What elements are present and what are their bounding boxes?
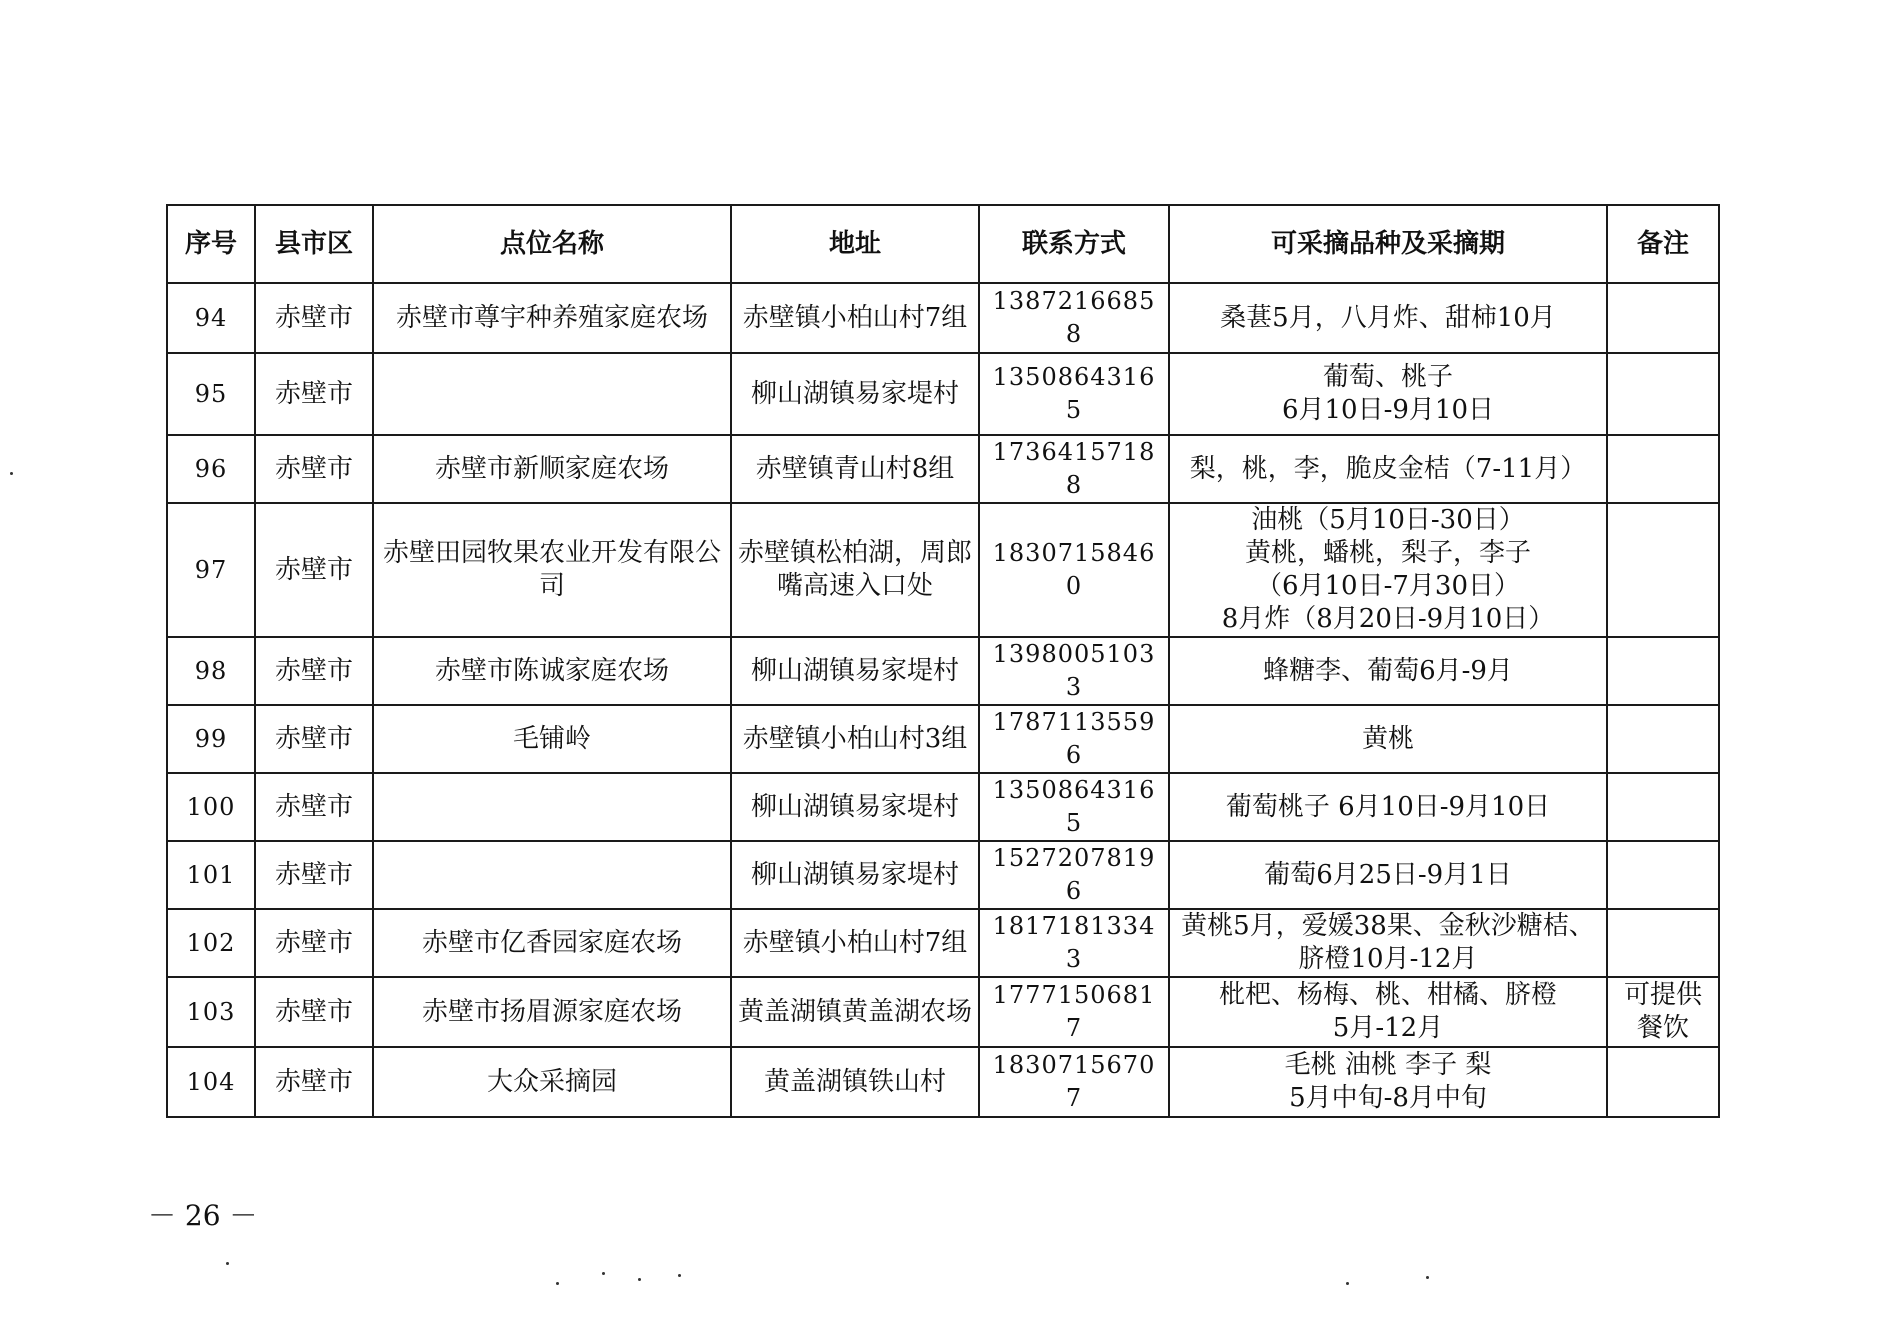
table-row xyxy=(167,353,1719,435)
cell-produce: 黄桃 xyxy=(1169,705,1607,773)
scan-speck xyxy=(556,1282,559,1285)
cell-no: 95 xyxy=(167,353,255,435)
cell-address: 柳山湖镇易家堤村 xyxy=(731,353,979,435)
table-row xyxy=(167,841,1719,909)
page-number: － 26 － xyxy=(148,1199,258,1232)
cell-phone: 15272078196 xyxy=(979,841,1169,909)
cell-note xyxy=(1607,1047,1719,1117)
scan-speck xyxy=(602,1272,605,1275)
cell-note xyxy=(1607,283,1719,353)
table-row xyxy=(167,977,1719,1047)
cell-name: 毛铺岭 xyxy=(373,705,731,773)
header-no: 序号 xyxy=(167,205,255,283)
cell-phone: 17771506817 xyxy=(979,977,1169,1047)
scan-speck xyxy=(638,1278,641,1281)
cell-produce: 蜂糖李、葡萄6月-9月 xyxy=(1169,637,1607,705)
cell-phone: 18307156707 xyxy=(979,1047,1169,1117)
cell-address: 赤壁镇小柏山村7组 xyxy=(731,909,979,977)
cell-address: 柳山湖镇易家堤村 xyxy=(731,637,979,705)
cell-name: 赤壁市尊宇种养殖家庭农场 xyxy=(373,283,731,353)
cell-name: 赤壁市亿香园家庭农场 xyxy=(373,909,731,977)
cell-no: 100 xyxy=(167,773,255,841)
cell-address: 黄盖湖镇铁山村 xyxy=(731,1047,979,1117)
cell-phone: 17364157188 xyxy=(979,435,1169,503)
cell-phone: 13508643165 xyxy=(979,353,1169,435)
cell-no: 96 xyxy=(167,435,255,503)
cell-county: 赤壁市 xyxy=(255,435,373,503)
cell-produce: 葡萄6月25日-9月1日 xyxy=(1169,841,1607,909)
cell-county: 赤壁市 xyxy=(255,977,373,1047)
scan-speck xyxy=(1346,1282,1349,1285)
scan-speck xyxy=(1426,1276,1429,1279)
cell-note xyxy=(1607,909,1719,977)
cell-phone: 18171813343 xyxy=(979,909,1169,977)
cell-note xyxy=(1607,637,1719,705)
table-row xyxy=(167,1047,1719,1117)
cell-produce: 毛桃 油桃 李子 梨 5月中旬-8月中旬 xyxy=(1169,1047,1607,1117)
cell-note: 可提供餐饮 xyxy=(1607,977,1719,1047)
scan-speck xyxy=(226,1262,229,1265)
cell-no: 94 xyxy=(167,283,255,353)
cell-no: 101 xyxy=(167,841,255,909)
scan-speck xyxy=(10,472,13,475)
cell-address: 赤壁镇小柏山村7组 xyxy=(731,283,979,353)
cell-note xyxy=(1607,353,1719,435)
cell-county: 赤壁市 xyxy=(255,705,373,773)
cell-county: 赤壁市 xyxy=(255,841,373,909)
cell-phone: 13508643165 xyxy=(979,773,1169,841)
cell-phone: 18307158460 xyxy=(979,503,1169,637)
header-name: 点位名称 xyxy=(373,205,731,283)
cell-note xyxy=(1607,435,1719,503)
cell-name: 赤壁市新顺家庭农场 xyxy=(373,435,731,503)
table-row xyxy=(167,503,1719,637)
cell-produce: 葡萄、桃子 6月10日-9月10日 xyxy=(1169,353,1607,435)
cell-no: 99 xyxy=(167,705,255,773)
table-header-row xyxy=(167,205,1719,283)
cell-no: 104 xyxy=(167,1047,255,1117)
header-phone: 联系方式 xyxy=(979,205,1169,283)
cell-produce: 油桃（5月10日-30日） 黄桃，蟠桃，梨子，李子 （6月10日-7月30日） 8月炸（8月20日-9月10日） xyxy=(1169,503,1607,637)
table-row xyxy=(167,435,1719,503)
cell-phone: 17871135596 xyxy=(979,705,1169,773)
cell-address: 赤壁镇松柏湖，周郎嘴高速入口处 xyxy=(731,503,979,637)
header-produce: 可采摘品种及采摘期 xyxy=(1169,205,1607,283)
cell-produce: 桑葚5月，八月炸、甜柿10月 xyxy=(1169,283,1607,353)
cell-name: 大众采摘园 xyxy=(373,1047,731,1117)
cell-produce: 黄桃5月，爱媛38果、金秋沙糖桔、脐橙10月-12月 xyxy=(1169,909,1607,977)
cell-no: 103 xyxy=(167,977,255,1047)
cell-address: 柳山湖镇易家堤村 xyxy=(731,841,979,909)
cell-county: 赤壁市 xyxy=(255,637,373,705)
cell-phone: 13872166858 xyxy=(979,283,1169,353)
cell-address: 赤壁镇小柏山村3组 xyxy=(731,705,979,773)
cell-name: 赤壁市陈诚家庭农场 xyxy=(373,637,731,705)
cell-name xyxy=(373,353,731,435)
cell-note xyxy=(1607,773,1719,841)
table-row xyxy=(167,909,1719,977)
cell-note xyxy=(1607,503,1719,637)
cell-name: 赤壁田园牧果农业开发有限公司 xyxy=(373,503,731,637)
cell-name xyxy=(373,841,731,909)
table-body xyxy=(167,283,1719,1117)
cell-county: 赤壁市 xyxy=(255,353,373,435)
cell-no: 97 xyxy=(167,503,255,637)
cell-note xyxy=(1607,841,1719,909)
cell-county: 赤壁市 xyxy=(255,909,373,977)
header-address: 地址 xyxy=(731,205,979,283)
header-note: 备注 xyxy=(1607,205,1719,283)
cell-produce: 枇杷、杨梅、桃、柑橘、脐橙 5月-12月 xyxy=(1169,977,1607,1047)
fruit-picking-table-container xyxy=(166,204,1718,1118)
cell-address: 赤壁镇青山村8组 xyxy=(731,435,979,503)
cell-name xyxy=(373,773,731,841)
cell-phone: 13980051033 xyxy=(979,637,1169,705)
header-county: 县市区 xyxy=(255,205,373,283)
cell-county: 赤壁市 xyxy=(255,283,373,353)
cell-county: 赤壁市 xyxy=(255,773,373,841)
cell-produce: 梨，桃，李，脆皮金桔（7-11月） xyxy=(1169,435,1607,503)
cell-county: 赤壁市 xyxy=(255,1047,373,1117)
fruit-picking-table xyxy=(166,204,1720,1118)
table-row xyxy=(167,283,1719,353)
cell-county: 赤壁市 xyxy=(255,503,373,637)
cell-name: 赤壁市扬眉源家庭农场 xyxy=(373,977,731,1047)
cell-no: 102 xyxy=(167,909,255,977)
cell-address: 柳山湖镇易家堤村 xyxy=(731,773,979,841)
cell-no: 98 xyxy=(167,637,255,705)
table-row xyxy=(167,705,1719,773)
cell-note xyxy=(1607,705,1719,773)
cell-address: 黄盖湖镇黄盖湖农场 xyxy=(731,977,979,1047)
table-row xyxy=(167,773,1719,841)
table-row xyxy=(167,637,1719,705)
scan-speck xyxy=(678,1274,681,1277)
cell-produce: 葡萄桃子 6月10日-9月10日 xyxy=(1169,773,1607,841)
